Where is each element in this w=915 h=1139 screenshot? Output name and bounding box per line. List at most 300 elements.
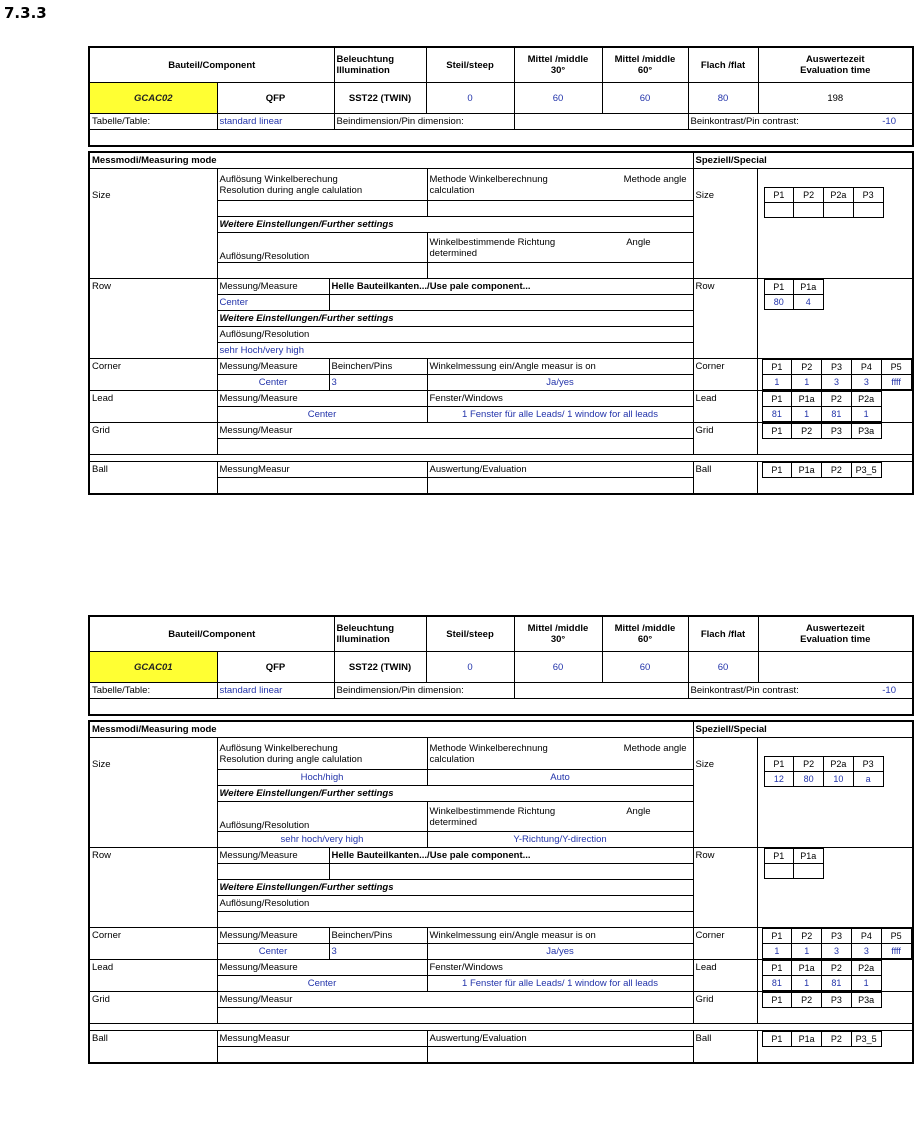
corner-label: Corner: [89, 359, 217, 375]
row-resolution-value: [217, 912, 693, 928]
flat-value: 80: [688, 83, 758, 114]
param-value-3: 1: [851, 976, 881, 991]
size-blank: [89, 802, 217, 832]
pale-component-label: Helle Bauteilkanten.../Use pale component...: [329, 279, 693, 295]
row-measure-label: Messung/Measure: [217, 848, 329, 864]
param-name-0: P1: [764, 188, 794, 203]
special-row-label: Row: [693, 279, 757, 295]
lead-measure-value: Center: [217, 976, 427, 992]
param-value-0: 81: [762, 407, 792, 422]
pin-contrast-label: Beinkontrast/Pin contrast:: [690, 685, 799, 696]
measuring-mode-label: Messmodi/Measuring mode: [89, 152, 693, 169]
param-name-3: P2a: [851, 961, 881, 976]
eval-time-label: Auswertezeit Evaluation time: [758, 616, 913, 652]
steep-label: Steil/steep: [426, 47, 514, 83]
illumination-value: SST22 (TWIN): [334, 652, 426, 683]
param-name-2: P2: [822, 392, 852, 407]
ball-param-names: [762, 1032, 881, 1047]
row-resolution-value: sehr Hoch/very high: [217, 343, 693, 359]
param-name-0: P1: [764, 849, 794, 864]
param-value-0: [764, 864, 794, 879]
corner-param-grid: [762, 359, 912, 390]
param-value-0: 81: [762, 976, 792, 991]
param-name-1: P2: [792, 424, 822, 439]
ball-evaluation-label: Auswertung/Evaluation: [427, 462, 693, 478]
eval-time-label: Auswertezeit Evaluation time: [758, 47, 913, 83]
res-angle-label: Auflösung Winkelberechung Resolution during angle calulation: [217, 738, 427, 770]
param-value-4: ffff: [881, 944, 911, 959]
param-value-1: 4: [794, 295, 824, 310]
special-blank: [693, 311, 757, 327]
special-blank: [693, 786, 757, 802]
param-name-0: P1: [764, 280, 794, 295]
param-name-4: P5: [881, 929, 911, 944]
middle30-value: 60: [514, 83, 602, 114]
grid-measure-value: [217, 1008, 693, 1024]
corner-param-values: [762, 375, 911, 390]
param-name-0: P1: [762, 1032, 792, 1047]
param-name-1: P2: [794, 188, 824, 203]
special-label: Speziell/Special: [693, 721, 913, 738]
row-param-grid: [764, 279, 824, 310]
grid-blank: [89, 439, 217, 455]
param-name-0: P1: [762, 961, 792, 976]
pin-dimension-label: Beindimension/Pin dimension:: [334, 114, 514, 130]
row-blank: [89, 912, 217, 928]
spacer-row: [89, 130, 913, 147]
param-name-3: P3_5: [851, 1032, 881, 1047]
row-param-grid: [764, 848, 824, 879]
method-angle-label: Methode Winkelberechnung Methode angle calculation: [427, 169, 693, 201]
middle30-label: Mittel /middle 30°: [514, 616, 602, 652]
row-resolution-label: Auflösung/Resolution: [217, 327, 693, 343]
further-settings-label: Weitere Einstellungen/Further settings: [217, 786, 693, 802]
size-blank: [89, 263, 217, 279]
param-name-3: P3a: [851, 993, 881, 1008]
param-name-2: P3: [822, 424, 852, 439]
row-params: [757, 848, 913, 928]
ball-params: [757, 462, 913, 495]
special-blank: [693, 912, 757, 928]
row-blank: [89, 880, 217, 896]
ball-measure-label: MessungMeasur: [217, 1031, 427, 1047]
measuring-mode-table: [88, 720, 914, 1064]
lead-param-values: [762, 976, 881, 991]
param-name-1: P1a: [792, 1032, 822, 1047]
special-blank: [693, 880, 757, 896]
pin-contrast-cell: [688, 114, 913, 130]
special-blank: [693, 864, 757, 880]
corner-pins-value: 3: [329, 944, 427, 960]
grid-param-names: [762, 993, 881, 1008]
row-blank: [89, 295, 217, 311]
header-table: [88, 46, 914, 147]
ball-label: Ball: [89, 1031, 217, 1047]
param-name-1: P1a: [792, 392, 822, 407]
lead-label: Lead: [89, 391, 217, 407]
ball-measure-value: [217, 1047, 427, 1064]
pin-dimension-value: [514, 683, 688, 699]
steep-value: 0: [426, 83, 514, 114]
grid-param-names: [762, 424, 881, 439]
illumination-label: Beleuchtung Illumination: [334, 616, 426, 652]
corner-params: [757, 928, 913, 960]
corner-measure-value: Center: [217, 944, 329, 960]
param-value-1: 1: [792, 944, 822, 959]
special-blank: [693, 478, 757, 495]
flat-value: 60: [688, 652, 758, 683]
angle-direction-label: Winkelbestimmende Richtung Angle determined: [427, 233, 693, 263]
component-label: Bauteil/Component: [89, 47, 334, 83]
row-pale-value: [329, 295, 693, 311]
component-value: GCAC02: [89, 83, 217, 114]
lead-windows-label: Fenster/Windows: [427, 960, 693, 976]
special-blank: [693, 802, 757, 832]
component-value: GCAC01: [89, 652, 217, 683]
special-grid-label: Grid: [693, 423, 757, 439]
size-params: [757, 169, 913, 279]
size-blank: [89, 233, 217, 263]
grid-measure-label: Messung/Measur: [217, 423, 693, 439]
ball-measure-label: MessungMeasur: [217, 462, 427, 478]
pin-contrast-cell: [688, 683, 913, 699]
param-name-3: P4: [851, 360, 881, 375]
param-name-0: P1: [764, 757, 794, 772]
middle60-value: 60: [602, 83, 688, 114]
special-ball-label: Ball: [693, 1031, 757, 1047]
grid-label: Grid: [89, 992, 217, 1008]
ball-measure-value: [217, 478, 427, 495]
component-label: Bauteil/Component: [89, 616, 334, 652]
row-blank: [89, 311, 217, 327]
param-value-2: 10: [824, 772, 854, 787]
param-name-2: P2: [822, 1032, 852, 1047]
lead-param-grid: [762, 960, 882, 991]
param-value-4: ffff: [881, 375, 911, 390]
res-angle-value: [217, 201, 427, 217]
further-settings-label: Weitere Einstellungen/Further settings: [217, 217, 693, 233]
pin-contrast-value: -10: [882, 685, 896, 696]
row-label: Row: [89, 848, 217, 864]
special-size-label: Size: [693, 169, 757, 201]
res-angle-label: Auflösung Winkelberechung Resolution during angle calulation: [217, 169, 427, 201]
row-param-values: [764, 864, 823, 879]
spacer-row: [89, 699, 913, 716]
corner-blank: [89, 944, 217, 960]
special-blank: [693, 327, 757, 343]
grid-param-grid: [762, 992, 882, 1008]
ball-blank: [89, 478, 217, 495]
param-name-0: P1: [762, 392, 792, 407]
special-blank: [693, 770, 757, 786]
ball-param-names: [762, 463, 881, 478]
special-row-label: Row: [693, 848, 757, 864]
row-blank: [89, 343, 217, 359]
special-blank: [693, 201, 757, 217]
param-name-2: P3: [822, 993, 852, 1008]
param-name-1: P1a: [794, 280, 824, 295]
pale-component-label: Helle Bauteilkanten.../Use pale component...: [329, 848, 693, 864]
special-blank: [693, 976, 757, 992]
steep-value: 0: [426, 652, 514, 683]
angle-measure-label: Winkelmessung ein/Angle measur is on: [427, 359, 693, 375]
param-value-0: 12: [764, 772, 794, 787]
param-name-1: P1a: [794, 849, 824, 864]
special-blank: [693, 407, 757, 423]
param-name-0: P1: [762, 360, 792, 375]
row-label: Row: [89, 279, 217, 295]
lead-param-values: [762, 407, 881, 422]
corner-param-names: [762, 360, 911, 375]
param-value-1: [794, 864, 824, 879]
table-label: Tabelle/Table:: [89, 683, 217, 699]
param-name-3: P3: [853, 188, 883, 203]
size-params: [757, 738, 913, 848]
lead-label: Lead: [89, 960, 217, 976]
special-blank: [693, 217, 757, 233]
param-name-3: P3a: [851, 424, 881, 439]
param-name-1: P2: [792, 360, 822, 375]
lead-windows-value: 1 Fenster für alle Leads/ 1 window for all leads: [427, 976, 693, 992]
special-blank: [693, 944, 757, 960]
parameter-sheet: [88, 46, 912, 495]
special-grid-label: Grid: [693, 992, 757, 1008]
param-name-0: P1: [762, 993, 792, 1008]
param-value-1: 1: [792, 976, 822, 991]
param-value-2: [824, 203, 854, 218]
param-name-1: P2: [792, 993, 822, 1008]
row-measure-label: Messung/Measure: [217, 279, 329, 295]
param-name-0: P1: [762, 463, 792, 478]
res-angle-value: Hoch/high: [217, 770, 427, 786]
lead-param-names: [762, 392, 881, 407]
size-blank: [89, 770, 217, 786]
ball-label: Ball: [89, 462, 217, 478]
corner-blank: [89, 375, 217, 391]
row-measure-value: Center: [217, 295, 329, 311]
corner-angle-value: Ja/yes: [427, 375, 693, 391]
parameter-sheet: [88, 615, 912, 1064]
pin-dimension-value: [514, 114, 688, 130]
special-corner-label: Corner: [693, 359, 757, 375]
grid-param-grid: [762, 423, 882, 439]
size-param-grid: [764, 756, 884, 787]
row-param-names: [764, 280, 823, 295]
size-blank: [89, 832, 217, 848]
illumination-label: Beleuchtung Illumination: [334, 47, 426, 83]
special-blank: [693, 295, 757, 311]
param-value-2: 3: [822, 375, 852, 390]
size-param-names: [764, 188, 883, 203]
special-blank: [693, 1047, 757, 1064]
lead-blank: [89, 976, 217, 992]
special-size-label: Size: [693, 738, 757, 770]
param-name-0: P1: [762, 929, 792, 944]
param-value-0: 1: [762, 944, 792, 959]
lead-windows-label: Fenster/Windows: [427, 391, 693, 407]
param-value-3: [853, 203, 883, 218]
corner-measure-value: Center: [217, 375, 329, 391]
param-name-3: P4: [851, 929, 881, 944]
illumination-value: SST22 (TWIN): [334, 83, 426, 114]
row-further-settings: Weitere Einstellungen/Further settings: [217, 311, 693, 327]
row-resolution-label: Auflösung/Resolution: [217, 896, 693, 912]
corner-pins-label: Beinchen/Pins: [329, 359, 427, 375]
special-blank: [693, 1008, 757, 1024]
flat-label: Flach /flat: [688, 47, 758, 83]
size-param-grid: [764, 187, 884, 218]
row-blank: [89, 864, 217, 880]
method-angle-label: Methode Winkelberechnung Methode angle calculation: [427, 738, 693, 770]
ball-evaluation-label: Auswertung/Evaluation: [427, 1031, 693, 1047]
param-name-3: P3: [853, 757, 883, 772]
lead-params: [757, 960, 913, 992]
middle30-value: 60: [514, 652, 602, 683]
param-value-0: [764, 203, 794, 218]
grid-params: [757, 423, 913, 455]
param-name-3: P3_5: [851, 463, 881, 478]
corner-label: Corner: [89, 928, 217, 944]
param-value-0: 80: [764, 295, 794, 310]
row-measure-value: [217, 864, 329, 880]
lead-measure-value: Center: [217, 407, 427, 423]
special-blank: [693, 832, 757, 848]
param-name-2: P2a: [824, 757, 854, 772]
lead-param-grid: [762, 391, 882, 422]
grid-blank: [89, 1008, 217, 1024]
table-value: standard linear: [217, 683, 334, 699]
grid-params: [757, 992, 913, 1024]
param-name-2: P2a: [824, 188, 854, 203]
measuring-mode-table: [88, 151, 914, 495]
special-label: Speziell/Special: [693, 152, 913, 169]
corner-pins-value: 3: [329, 375, 427, 391]
corner-pins-label: Beinchen/Pins: [329, 928, 427, 944]
corner-measure-label: Messung/Measure: [217, 359, 329, 375]
size-param-names: [764, 757, 883, 772]
param-value-3: 3: [851, 375, 881, 390]
angle-direction-value: Y-Richtung/Y-direction: [427, 832, 693, 848]
row-param-values: [764, 295, 823, 310]
row-param-names: [764, 849, 823, 864]
special-blank: [693, 375, 757, 391]
param-name-1: P1a: [792, 463, 822, 478]
resolution-value: sehr hoch/very high: [217, 832, 427, 848]
table-label: Tabelle/Table:: [89, 114, 217, 130]
corner-angle-value: Ja/yes: [427, 944, 693, 960]
row-blank: [89, 896, 217, 912]
param-name-2: P3: [822, 360, 852, 375]
param-value-3: 1: [851, 407, 881, 422]
spacer-row: [89, 455, 913, 462]
lead-measure-label: Messung/Measure: [217, 391, 427, 407]
param-value-2: 81: [822, 407, 852, 422]
measuring-mode-label: Messmodi/Measuring mode: [89, 721, 693, 738]
angle-measure-label: Winkelmessung ein/Angle measur is on: [427, 928, 693, 944]
param-value-1: 1: [792, 407, 822, 422]
corner-params: [757, 359, 913, 391]
size-blank: [89, 217, 217, 233]
special-blank: [693, 896, 757, 912]
middle30-label: Mittel /middle 30°: [514, 47, 602, 83]
ball-evaluation-value: [427, 1047, 693, 1064]
param-name-2: P2: [822, 961, 852, 976]
lead-params: [757, 391, 913, 423]
corner-measure-label: Messung/Measure: [217, 928, 329, 944]
flat-label: Flach /flat: [688, 616, 758, 652]
size-param-values: [764, 203, 883, 218]
ball-blank: [89, 1047, 217, 1064]
row-further-settings: Weitere Einstellungen/Further settings: [217, 880, 693, 896]
param-value-3: 3: [851, 944, 881, 959]
size-label: Size: [89, 169, 217, 201]
middle60-label: Mittel /middle 60°: [602, 47, 688, 83]
ball-params: [757, 1031, 913, 1064]
lead-windows-value: 1 Fenster für alle Leads/ 1 window for all leads: [427, 407, 693, 423]
param-name-3: P2a: [851, 392, 881, 407]
size-blank: [89, 201, 217, 217]
grid-measure-label: Messung/Measur: [217, 992, 693, 1008]
lead-blank: [89, 407, 217, 423]
param-value-2: 3: [822, 944, 852, 959]
param-name-4: P5: [881, 360, 911, 375]
special-lead-label: Lead: [693, 960, 757, 976]
param-name-2: P2: [822, 463, 852, 478]
param-name-1: P2: [792, 929, 822, 944]
param-name-2: P3: [822, 929, 852, 944]
corner-param-names: [762, 929, 911, 944]
grid-label: Grid: [89, 423, 217, 439]
param-value-1: [794, 203, 824, 218]
param-value-1: 1: [792, 375, 822, 390]
method-angle-value: Auto: [427, 770, 693, 786]
steep-label: Steil/steep: [426, 616, 514, 652]
param-name-1: P2: [794, 757, 824, 772]
middle60-label: Mittel /middle 60°: [602, 616, 688, 652]
corner-param-values: [762, 944, 911, 959]
lead-param-names: [762, 961, 881, 976]
resolution-label: Auflösung/Resolution: [217, 802, 427, 832]
pin-dimension-label: Beindimension/Pin dimension:: [334, 683, 514, 699]
param-value-2: 81: [822, 976, 852, 991]
size-param-values: [764, 772, 883, 787]
ball-param-grid: [762, 462, 882, 478]
corner-param-grid: [762, 928, 912, 959]
resolution-value: [217, 263, 427, 279]
param-name-1: P1a: [792, 961, 822, 976]
package-value: QFP: [217, 83, 334, 114]
grid-measure-value: [217, 439, 693, 455]
resolution-label: Auflösung/Resolution: [217, 233, 427, 263]
special-blank: [693, 439, 757, 455]
eval-time-value: 198: [758, 83, 913, 114]
row-blank: [89, 327, 217, 343]
param-value-1: 80: [794, 772, 824, 787]
special-corner-label: Corner: [693, 928, 757, 944]
angle-direction-value: [427, 263, 693, 279]
param-value-0: 1: [762, 375, 792, 390]
section-heading: 7.3.3: [4, 4, 47, 22]
ball-evaluation-value: [427, 478, 693, 495]
ball-param-grid: [762, 1031, 882, 1047]
special-blank: [693, 263, 757, 279]
size-blank: [89, 786, 217, 802]
lead-measure-label: Messung/Measure: [217, 960, 427, 976]
pin-contrast-label: Beinkontrast/Pin contrast:: [690, 116, 799, 127]
angle-direction-label: Winkelbestimmende Richtung Angle determined: [427, 802, 693, 832]
eval-time-value: [758, 652, 913, 683]
special-blank: [693, 233, 757, 263]
